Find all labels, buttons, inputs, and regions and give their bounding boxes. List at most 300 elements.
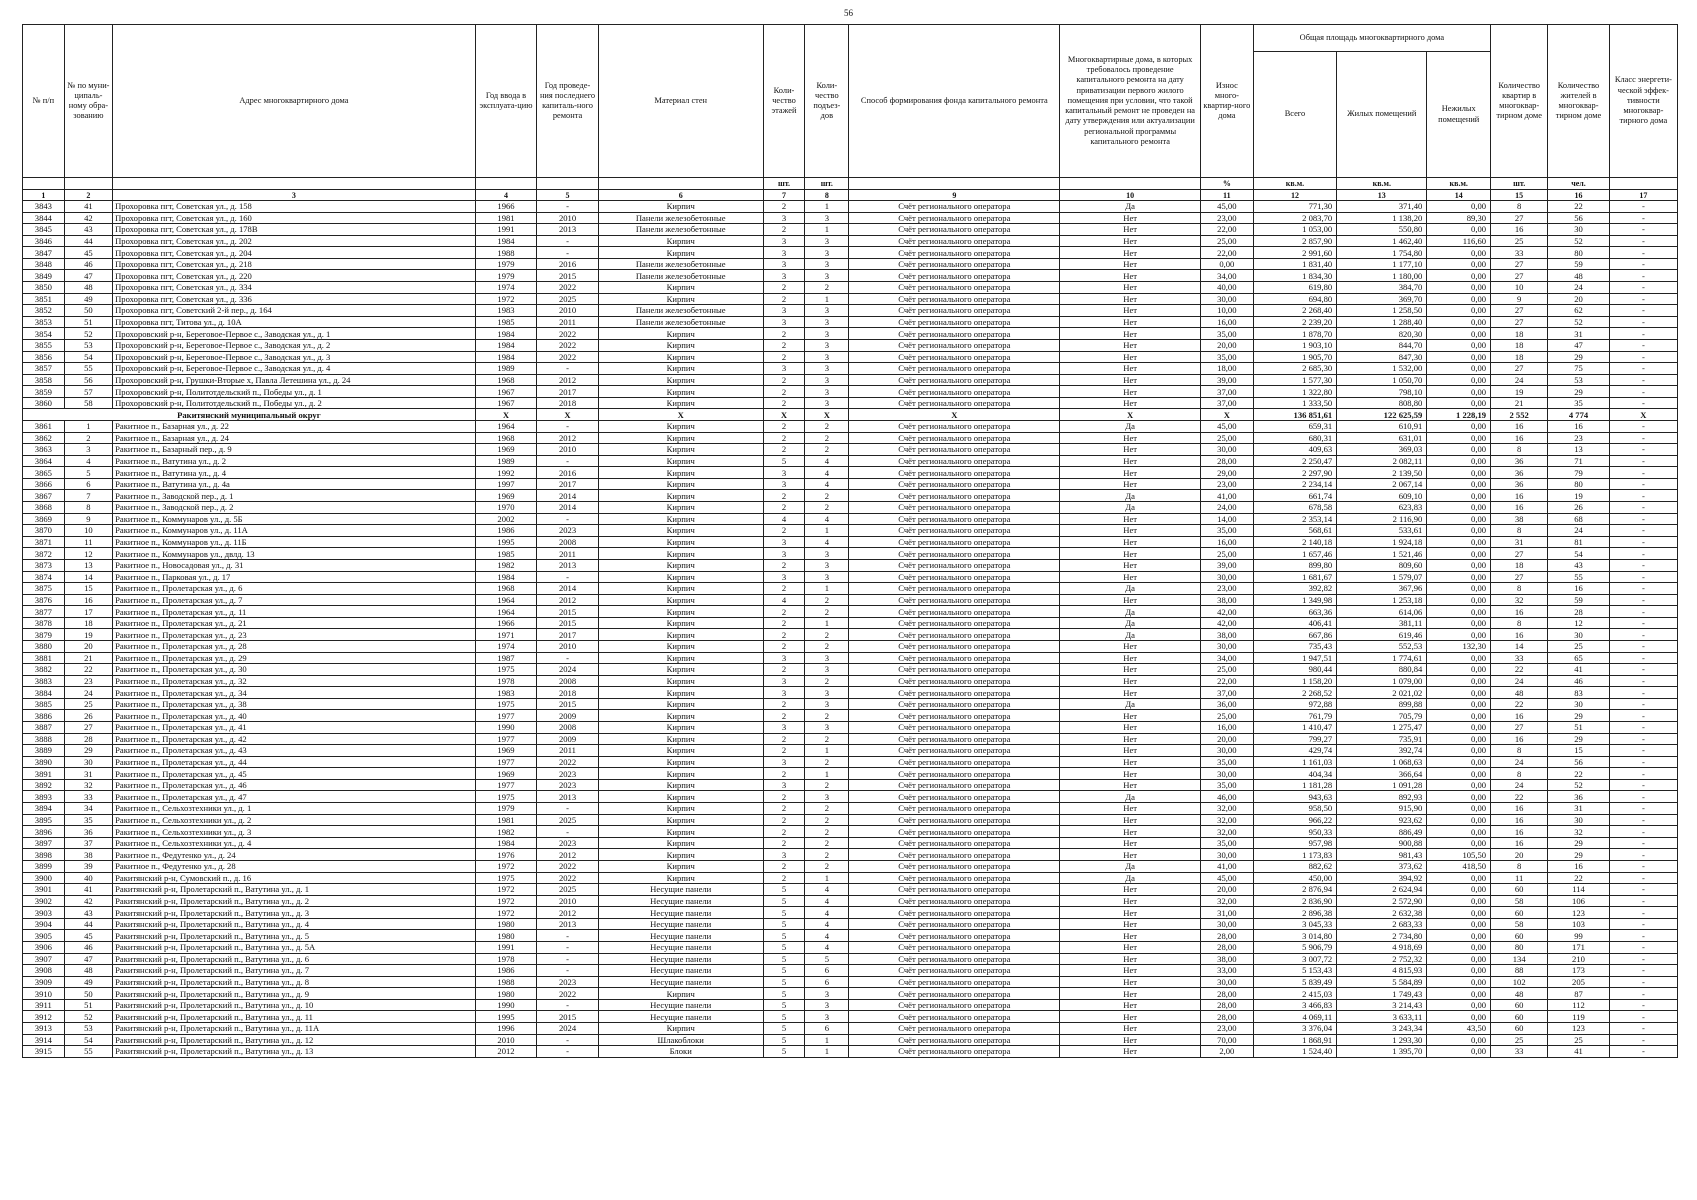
table-row (23, 698, 1678, 710)
table-cell: 27 (1491, 548, 1548, 560)
table-cell: 1996 (475, 1023, 537, 1035)
table-cell: 371,40 (1337, 201, 1427, 213)
table-cell: - (537, 201, 599, 213)
table-cell: 1 (805, 872, 849, 884)
table-cell: 2 876,94 (1253, 884, 1337, 896)
table-cell: 2017 (537, 478, 599, 490)
table-cell: 2 (805, 594, 849, 606)
table-cell: Да (1060, 502, 1201, 514)
table-cell: 1980 (475, 988, 537, 1000)
table-cell: 2 (805, 432, 849, 444)
table-cell: - (1609, 1046, 1677, 1058)
table-cell: - (1609, 282, 1677, 294)
table-cell: 25 (1548, 640, 1610, 652)
table-cell: Кирпич (598, 502, 763, 514)
table-cell: 132,30 (1427, 640, 1491, 652)
table-cell: 1977 (475, 779, 537, 791)
table-cell: 16 (1491, 490, 1548, 502)
table-cell: Нет (1060, 953, 1201, 965)
table-cell: 2 624,94 (1337, 884, 1427, 896)
table-cell: 1968 (475, 432, 537, 444)
table-cell: 3857 (23, 363, 65, 375)
table-cell: 24 (64, 687, 112, 699)
table-cell: 2009 (537, 710, 599, 722)
table-cell: Да (1060, 583, 1201, 595)
table-cell: 35,00 (1200, 328, 1253, 340)
table-cell: Ракитное п., Пролетарская ул., д. 7 (113, 594, 476, 606)
table-cell: Панели железобетонные (598, 224, 763, 236)
table-cell: 2 250,47 (1253, 455, 1337, 467)
table-cell: 30 (1548, 629, 1610, 641)
table-cell: Прохоровка пгт, Советский 2-й пер., д. 164 (113, 305, 476, 317)
table-cell: 3898 (23, 849, 65, 861)
table-cell: 1966 (475, 201, 537, 213)
table-cell: Ракитное п., Сельхозтехники ул., д. 1 (113, 803, 476, 815)
table-cell: 915,90 (1337, 803, 1427, 815)
table-cell: 31 (1491, 536, 1548, 548)
table-cell: 1975 (475, 664, 537, 676)
table-cell: 2 (763, 339, 805, 351)
table-cell: 30,00 (1200, 640, 1253, 652)
table-cell: 8 (64, 502, 112, 514)
table-cell: 39,00 (1200, 559, 1253, 571)
header-area-total: Всего (1253, 52, 1337, 178)
table-cell: 58 (64, 397, 112, 409)
table-cell: 42,00 (1200, 617, 1253, 629)
table-cell: - (1609, 640, 1677, 652)
table-cell: Да (1060, 860, 1201, 872)
table-cell: 2 (763, 432, 805, 444)
table-cell: 1 657,46 (1253, 548, 1337, 560)
table-cell: 1 (805, 1046, 849, 1058)
table-cell: Кирпич (598, 571, 763, 583)
table-cell: 735,91 (1337, 733, 1427, 745)
table-cell: 16 (64, 594, 112, 606)
table-row (23, 814, 1678, 826)
table-row (23, 860, 1678, 872)
table-cell: Несущие панели (598, 953, 763, 965)
table-cell: Нет (1060, 386, 1201, 398)
column-number-cell: 11 (1200, 190, 1253, 201)
table-cell: Счёт регионального оператора (849, 803, 1060, 815)
table-cell: 3 (805, 571, 849, 583)
table-cell: 2022 (537, 988, 599, 1000)
table-cell: 3843 (23, 201, 65, 213)
table-cell: - (1609, 420, 1677, 432)
table-cell: 4 (805, 478, 849, 490)
table-cell: 89,30 (1427, 212, 1491, 224)
housing-register-sheet (22, 24, 1678, 1058)
table-cell: 1 333,50 (1253, 397, 1337, 409)
table-cell: - (1609, 467, 1677, 479)
table-cell: 1995 (475, 536, 537, 548)
table-cell: 24 (1548, 282, 1610, 294)
table-cell: Кирпич (598, 617, 763, 629)
table-cell: 3 (805, 652, 849, 664)
table-cell: 2 067,14 (1337, 478, 1427, 490)
table-cell: 33,00 (1200, 965, 1253, 977)
table-cell: 3 (763, 779, 805, 791)
table-row (23, 617, 1678, 629)
table-cell: Ракитное п., Пролетарская ул., д. 44 (113, 756, 476, 768)
table-cell: 30 (1548, 224, 1610, 236)
table-cell: 2010 (537, 895, 599, 907)
table-cell: 30 (64, 756, 112, 768)
table-cell: 1987 (475, 652, 537, 664)
table-cell: Прохоровский р-н, Береговое-Первое с., Заводская ул., д. 3 (113, 351, 476, 363)
table-cell: 3 (805, 305, 849, 317)
table-cell: 59 (1548, 594, 1610, 606)
table-cell: 54 (1548, 548, 1610, 560)
table-cell: 8 (1491, 768, 1548, 780)
table-cell: 5 (763, 1023, 805, 1035)
table-cell: Счёт регионального оператора (849, 988, 1060, 1000)
table-cell: - (1609, 999, 1677, 1011)
table-cell: 1 462,40 (1337, 235, 1427, 247)
table-cell: Счёт регионального оператора (849, 652, 1060, 664)
table-cell: 0,00 (1427, 571, 1491, 583)
table-cell: 30,00 (1200, 293, 1253, 305)
table-cell: 3897 (23, 837, 65, 849)
table-cell: 46,00 (1200, 791, 1253, 803)
table-cell: 3892 (23, 779, 65, 791)
table-cell: 16 (1491, 826, 1548, 838)
table-cell: 2 353,14 (1253, 513, 1337, 525)
table-cell: Ракитное п., Пролетарская ул., д. 38 (113, 698, 476, 710)
table-cell: - (1609, 339, 1677, 351)
table-cell: 3861 (23, 420, 65, 432)
table-cell: Счёт регионального оператора (849, 942, 1060, 954)
table-cell: 761,79 (1253, 710, 1337, 722)
table-cell: 1 774,61 (1337, 652, 1427, 664)
table-cell: Ракитянский р-н, Пролетарский п., Ватутина ул., д. 9 (113, 988, 476, 1000)
table-cell: Счёт регионального оператора (849, 432, 1060, 444)
table-cell: 38 (64, 849, 112, 861)
table-cell: 3862 (23, 432, 65, 444)
table-cell: 2 (763, 328, 805, 340)
table-cell: 80 (1548, 478, 1610, 490)
table-cell: 2012 (537, 849, 599, 861)
table-row (23, 559, 1678, 571)
table-cell: Кирпич (598, 664, 763, 676)
table-cell: Ракитное п., Сельхозтехники ул., д. 2 (113, 814, 476, 826)
table-cell: 36,00 (1200, 698, 1253, 710)
header-fund-method: Способ формирования фонда капитального ремонта (849, 25, 1060, 178)
table-cell: 2024 (537, 1023, 599, 1035)
table-cell: - (1609, 791, 1677, 803)
table-row (23, 235, 1678, 247)
table-cell: 1 749,43 (1337, 988, 1427, 1000)
table-cell: 619,46 (1337, 629, 1427, 641)
table-cell: 2 (763, 629, 805, 641)
table-cell: 1972 (475, 293, 537, 305)
table-cell: Счёт регионального оператора (849, 814, 1060, 826)
table-cell: 21 (64, 652, 112, 664)
table-cell: 56 (64, 374, 112, 386)
table-cell: 2 (763, 224, 805, 236)
section-total-cell: X (805, 409, 849, 421)
table-cell: - (1609, 571, 1677, 583)
column-number-cell: 4 (475, 190, 537, 201)
table-cell: Ракитянский р-н, Пролетарский п., Ватутина ул., д. 2 (113, 895, 476, 907)
table-cell: 41 (1548, 1046, 1610, 1058)
table-row (23, 640, 1678, 652)
table-cell: 6 (805, 976, 849, 988)
table-cell: Несущие панели (598, 884, 763, 896)
table-cell: 3914 (23, 1034, 65, 1046)
table-cell: Нет (1060, 328, 1201, 340)
table-cell: Счёт регионального оператора (849, 502, 1060, 514)
table-cell: 28,00 (1200, 988, 1253, 1000)
table-cell: Кирпич (598, 351, 763, 363)
column-number-cell: 13 (1337, 190, 1427, 201)
table-cell: 210 (1548, 953, 1610, 965)
table-cell: Нет (1060, 525, 1201, 537)
table-cell: Нет (1060, 548, 1201, 560)
table-cell: Нет (1060, 652, 1201, 664)
table-cell: 3885 (23, 698, 65, 710)
table-cell: 735,43 (1253, 640, 1337, 652)
table-cell: 798,10 (1337, 386, 1427, 398)
table-cell: Ракитянский р-н, Пролетарский п., Ватутина ул., д. 11 (113, 1011, 476, 1023)
table-cell: 18 (1491, 559, 1548, 571)
table-cell: 3873 (23, 559, 65, 571)
unit-cell: % (1200, 178, 1253, 190)
table-cell: 38,00 (1200, 953, 1253, 965)
table-cell: Счёт регионального оператора (849, 247, 1060, 259)
table-cell: 3 (805, 235, 849, 247)
table-cell: 1 868,91 (1253, 1034, 1337, 1046)
table-cell: Кирпич (598, 826, 763, 838)
table-cell: 13 (64, 559, 112, 571)
section-total-cell: X (1060, 409, 1201, 421)
table-cell: 36 (1491, 455, 1548, 467)
table-cell: 5 (763, 1011, 805, 1023)
table-cell: 3901 (23, 884, 65, 896)
table-row (23, 907, 1678, 919)
table-cell: Прохоровка пгт, Советская ул., д. 160 (113, 212, 476, 224)
table-row (23, 652, 1678, 664)
table-cell: - (1609, 826, 1677, 838)
table-cell: 30 (1548, 814, 1610, 826)
table-cell: Панели железобетонные (598, 270, 763, 282)
table-cell: 1 521,46 (1337, 548, 1427, 560)
table-cell: - (1609, 235, 1677, 247)
table-cell: 7 (64, 490, 112, 502)
table-cell: 366,64 (1337, 768, 1427, 780)
table-cell: Счёт регионального оператора (849, 907, 1060, 919)
table-cell: 5 (763, 1046, 805, 1058)
table-cell: 1974 (475, 282, 537, 294)
table-cell: 3879 (23, 629, 65, 641)
unit-cell: кв.м. (1253, 178, 1337, 190)
table-cell: 16 (1548, 583, 1610, 595)
table-cell: Счёт регионального оператора (849, 444, 1060, 456)
table-cell: 11 (1491, 872, 1548, 884)
table-cell: Нет (1060, 942, 1201, 954)
table-cell: Кирпич (598, 513, 763, 525)
table-cell: 3866 (23, 478, 65, 490)
table-cell: Счёт регионального оператора (849, 826, 1060, 838)
table-cell: Нет (1060, 316, 1201, 328)
table-cell: 14 (1491, 640, 1548, 652)
table-cell: 19 (1491, 386, 1548, 398)
table-cell: 2 (763, 386, 805, 398)
table-cell: 0,00 (1427, 803, 1491, 815)
table-cell: 2 (763, 617, 805, 629)
table-cell: 1974 (475, 640, 537, 652)
table-cell: 68 (1548, 513, 1610, 525)
table-cell: 663,36 (1253, 606, 1337, 618)
table-cell: 2023 (537, 525, 599, 537)
table-cell: 568,61 (1253, 525, 1337, 537)
table-cell: 116,60 (1427, 235, 1491, 247)
table-cell: 22 (1548, 768, 1610, 780)
table-cell: 3872 (23, 548, 65, 560)
table-cell: Счёт регионального оператора (849, 779, 1060, 791)
table-cell: 3876 (23, 594, 65, 606)
table-cell: Кирпич (598, 420, 763, 432)
table-row (23, 386, 1678, 398)
table-cell: Счёт регионального оператора (849, 235, 1060, 247)
table-cell: Ракитянский р-н, Пролетарский п., Ватутина ул., д. 4 (113, 918, 476, 930)
table-cell: 22 (1548, 201, 1610, 213)
table-cell: Ракитное п., Федутенко ул., д. 24 (113, 849, 476, 861)
table-row (23, 270, 1678, 282)
table-cell: 40 (64, 872, 112, 884)
table-cell: 30 (1548, 698, 1610, 710)
table-cell: 1984 (475, 235, 537, 247)
table-cell: 3889 (23, 745, 65, 757)
table-cell: 0,00 (1427, 999, 1491, 1011)
table-cell: 39,00 (1200, 374, 1253, 386)
table-cell: - (1609, 606, 1677, 618)
table-cell: 1964 (475, 420, 537, 432)
table-cell: 30,00 (1200, 976, 1253, 988)
table-row (23, 664, 1678, 676)
table-cell: 2 (805, 490, 849, 502)
table-cell: 3848 (23, 258, 65, 270)
table-cell: 12 (64, 548, 112, 560)
table-cell: Прохоровка пгт, Советская ул., д. 218 (113, 258, 476, 270)
table-cell: Нет (1060, 722, 1201, 734)
table-cell: 45 (64, 930, 112, 942)
table-cell: 39 (64, 860, 112, 872)
table-cell: 1 410,47 (1253, 722, 1337, 734)
table-cell: Счёт регионального оператора (849, 976, 1060, 988)
table-cell: 0,00 (1427, 930, 1491, 942)
header-commission-year: Год ввода в эксплуата-цию (475, 25, 537, 178)
table-cell: Счёт регионального оператора (849, 374, 1060, 386)
table-cell: 43 (1548, 559, 1610, 571)
table-cell: 173 (1548, 965, 1610, 977)
table-cell: Ракитное п., Базарная ул., д. 24 (113, 432, 476, 444)
table-cell: 8 (1491, 201, 1548, 213)
table-cell: Счёт регионального оператора (849, 1034, 1060, 1046)
table-cell: 0,00 (1427, 976, 1491, 988)
table-cell: 659,31 (1253, 420, 1337, 432)
table-cell: Прохоровка пгт, Советская ул., д. 158 (113, 201, 476, 213)
table-cell: Счёт регионального оператора (849, 351, 1060, 363)
table-cell: Ракитное п., Сельхозтехники ул., д. 3 (113, 826, 476, 838)
table-cell: - (1609, 397, 1677, 409)
table-cell: - (1609, 965, 1677, 977)
table-cell: 966,22 (1253, 814, 1337, 826)
table-cell: 0,00 (1427, 490, 1491, 502)
table-cell: 384,70 (1337, 282, 1427, 294)
table-cell: 3 (805, 258, 849, 270)
table-cell: Ракитное п., Ватутина ул., д. 4а (113, 478, 476, 490)
table-cell: 52 (1548, 779, 1610, 791)
table-cell: 2011 (537, 316, 599, 328)
table-cell: 56 (1548, 756, 1610, 768)
table-cell: - (1609, 525, 1677, 537)
table-cell: 2 021,02 (1337, 687, 1427, 699)
table-cell: - (1609, 930, 1677, 942)
table-cell: Панели железобетонные (598, 212, 763, 224)
table-cell: 29 (1548, 351, 1610, 363)
table-cell: 1 293,30 (1337, 1034, 1427, 1046)
table-cell: Ракитянский р-н, Пролетарский п., Ватутина ул., д. 11А (113, 1023, 476, 1035)
table-cell: Кирпич (598, 455, 763, 467)
table-cell: Ракитянский р-н, Пролетарский п., Ватутина ул., д. 5 (113, 930, 476, 942)
table-cell: 27 (64, 722, 112, 734)
table-cell: 2012 (537, 374, 599, 386)
table-cell: 33 (1491, 247, 1548, 259)
table-cell: Счёт регионального оператора (849, 965, 1060, 977)
table-cell: 114 (1548, 884, 1610, 896)
page-number: 56 (844, 8, 853, 18)
table-cell: 1989 (475, 363, 537, 375)
table-cell: - (1609, 536, 1677, 548)
table-cell: 3 (805, 397, 849, 409)
table-cell: 3852 (23, 305, 65, 317)
table-cell: 2 116,90 (1337, 513, 1427, 525)
table-cell: Панели железобетонные (598, 305, 763, 317)
column-number-cell: 8 (805, 190, 849, 201)
table-row (23, 918, 1678, 930)
table-cell: 0,00 (1427, 386, 1491, 398)
table-cell: 1 068,63 (1337, 756, 1427, 768)
table-cell: 2 896,38 (1253, 907, 1337, 919)
table-cell: Ракитное п., Базарный пер., д. 9 (113, 444, 476, 456)
table-cell: 0,00 (1427, 478, 1491, 490)
table-cell: 5 906,79 (1253, 942, 1337, 954)
column-number-cell: 3 (113, 190, 476, 201)
table-cell: 16 (1491, 733, 1548, 745)
table-cell: 2 (805, 710, 849, 722)
table-cell: 3858 (23, 374, 65, 386)
table-cell: 3 633,11 (1337, 1011, 1427, 1023)
table-cell: 102 (1491, 976, 1548, 988)
table-cell: Ракитное п., Базарная ул., д. 22 (113, 420, 476, 432)
table-cell: Ракитное п., Парковая ул., д. 17 (113, 571, 476, 583)
table-cell: 29 (1548, 710, 1610, 722)
table-cell: Счёт регионального оператора (849, 455, 1060, 467)
table-cell: - (1609, 583, 1677, 595)
table-cell: 54 (64, 351, 112, 363)
table-cell: Ракитное п., Пролетарская ул., д. 42 (113, 733, 476, 745)
table-cell: 2 (763, 791, 805, 803)
table-cell: 1975 (475, 791, 537, 803)
table-cell: 3 (805, 548, 849, 560)
table-cell: Ракитное п., Пролетарская ул., д. 11 (113, 606, 476, 618)
table-cell: 48 (1491, 988, 1548, 1000)
table-cell: Нет (1060, 976, 1201, 988)
table-cell: 4 (805, 930, 849, 942)
table-cell: 450,00 (1253, 872, 1337, 884)
table-cell: Нет (1060, 803, 1201, 815)
